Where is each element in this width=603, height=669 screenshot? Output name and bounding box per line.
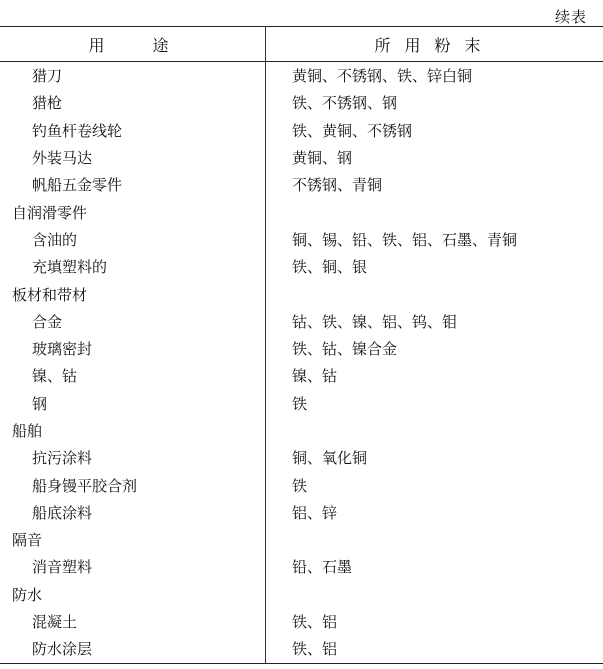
row-powder: 铅、石墨 <box>292 558 353 577</box>
row-use: 抗污涂料 <box>32 449 93 468</box>
row-use: 猎枪 <box>32 94 63 113</box>
table-row <box>0 581 603 608</box>
row-powder: 镍、钴 <box>292 367 338 386</box>
row-powder: 黄铜、不锈钢、铁、锌白铜 <box>292 67 473 86</box>
table-row <box>0 253 603 280</box>
row-powder: 铁、不锈钢、钢 <box>292 94 398 113</box>
row-powder: 铁 <box>292 394 308 413</box>
table-row <box>0 335 603 362</box>
table-row <box>0 62 603 89</box>
table-row <box>0 499 603 526</box>
table-row <box>0 635 603 662</box>
row-use: 防水涂层 <box>32 640 93 659</box>
row-use: 隔音 <box>12 531 43 550</box>
row-use: 防水 <box>12 585 43 604</box>
table-row <box>0 526 603 553</box>
row-powder: 铁、钴、镍合金 <box>292 340 398 359</box>
row-powder: 铁、铝 <box>292 640 338 659</box>
row-use: 充填塑料的 <box>32 258 108 277</box>
row-use: 船底涂料 <box>32 503 93 522</box>
row-use: 消音塑料 <box>32 558 93 577</box>
table-row <box>0 280 603 307</box>
row-use: 船舶 <box>12 422 43 440</box>
row-powder: 铁、黄铜、不锈钢 <box>292 121 413 140</box>
row-use: 含油的 <box>32 230 78 249</box>
row-powder: 黄铜、钢 <box>292 149 353 168</box>
table-row <box>0 226 603 253</box>
row-use: 板材和带材 <box>12 285 88 304</box>
table-body <box>0 62 603 664</box>
table-row <box>0 308 603 335</box>
table-row <box>0 117 603 144</box>
table-row <box>0 608 603 635</box>
row-use: 外装马达 <box>32 149 93 168</box>
continued-label: 续表 <box>554 8 587 26</box>
table-row <box>0 198 603 225</box>
row-use: 猎刀 <box>32 67 63 86</box>
row-use: 合金 <box>32 312 63 331</box>
row-use: 钓鱼杆卷线轮 <box>32 121 123 140</box>
row-powder: 铁 <box>292 476 308 495</box>
table-row <box>0 471 603 498</box>
row-use: 船身镘平胶合剂 <box>32 476 138 495</box>
table-row <box>0 171 603 198</box>
row-powder: 铜、锡、铅、铁、铝、石墨、青铜 <box>292 230 518 249</box>
row-powder: 不锈钢、青铜 <box>292 176 383 195</box>
table-row <box>0 417 603 444</box>
column-divider <box>265 62 266 663</box>
header-use: 用途 <box>88 35 217 55</box>
table-row <box>0 553 603 580</box>
row-use: 自润滑零件 <box>12 203 88 222</box>
row-powder: 铁、铝 <box>292 613 338 632</box>
row-use: 钢 <box>32 394 48 413</box>
table-row <box>0 362 603 389</box>
row-use: 帆船五金零件 <box>32 176 123 195</box>
row-use: 玻璃密封 <box>32 340 93 359</box>
row-use: 镍、钴 <box>32 367 78 386</box>
row-powder: 铁、铜、银 <box>292 258 368 277</box>
table-row <box>0 444 603 471</box>
header-powder: 所用粉末 <box>265 27 603 61</box>
table-row <box>0 89 603 116</box>
row-powder: 铜、氧化铜 <box>292 449 368 468</box>
table-header <box>0 26 603 62</box>
row-use: 混凝土 <box>32 613 78 632</box>
powder-usage-table <box>0 26 603 664</box>
row-powder: 钴、铁、镍、铝、钨、钼 <box>292 312 458 331</box>
row-powder: 铝、锌 <box>292 503 338 522</box>
table-row <box>0 144 603 171</box>
table-row <box>0 390 603 417</box>
